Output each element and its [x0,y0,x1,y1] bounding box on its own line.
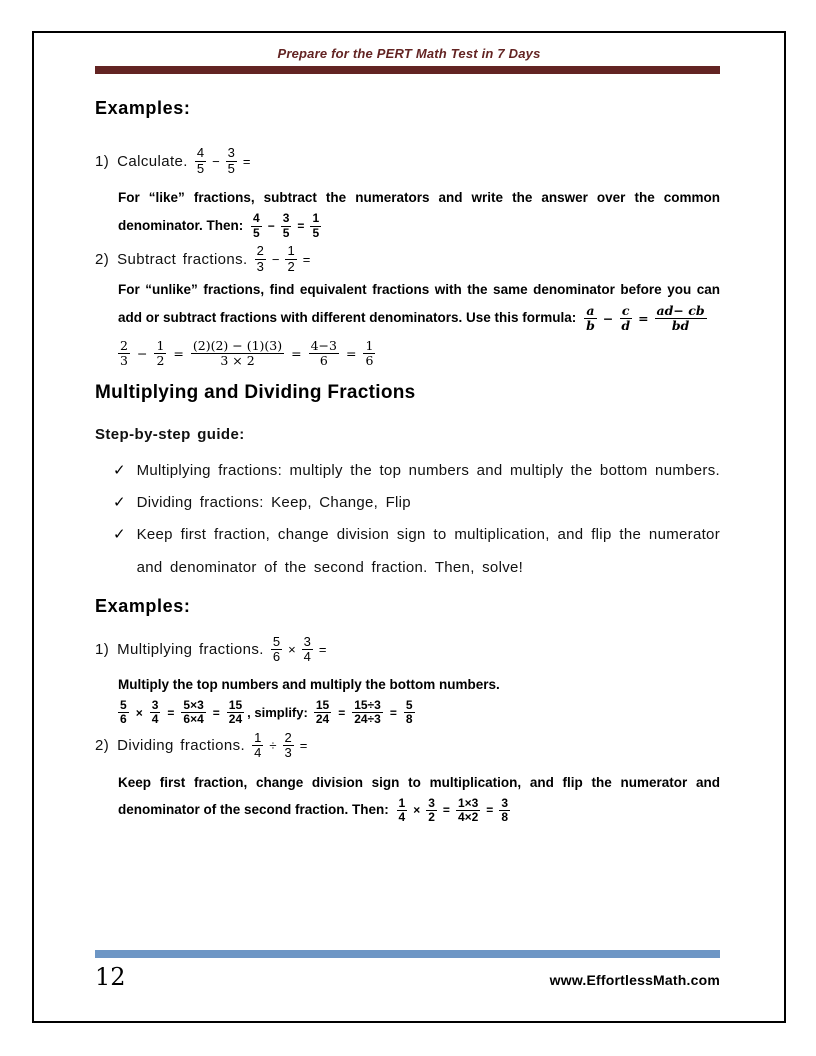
fraction-numerator: ad− cb [656,302,705,318]
fraction-numerator: 1 [398,795,406,810]
equation [271,635,328,665]
footer-rule [95,950,720,958]
fraction-numerator: 1×3 [457,795,479,810]
fraction-numerator: 2 [256,243,264,259]
example-item [95,635,720,665]
fraction-denominator: 4 [303,649,311,665]
example-label: Multiplying fractions. [117,641,264,659]
fraction-denominator: 3 [284,745,292,761]
fraction [227,699,244,727]
fraction [271,635,282,665]
fraction [150,699,161,727]
fraction-denominator: 5 [227,160,235,176]
fraction [191,339,284,368]
fraction [251,212,262,240]
fraction-denominator: 2 [156,352,165,368]
fraction-denominator: 24÷3 [354,712,381,727]
fraction [252,731,263,761]
fraction-numerator: 1 [254,729,262,745]
example-item [95,146,720,176]
fraction-numerator: 2 [284,729,292,745]
explanation-text: For “unlike” fractions, find equivalent fractions with the same denominator before you can add or subtract fractions with different denominators. Use this formula: [118,282,720,325]
fraction-denominator: 2 [428,810,435,825]
equals-sign: = [299,738,308,754]
explanation-text: For “like” fractions, subtract the numerators and write the answer over the common denominator. Then: [118,190,720,233]
fraction-denominator: 2 [287,258,295,274]
step-guide-list [113,455,720,584]
header-title: Prepare for the PERT Math Test in 7 Days [277,46,541,61]
page-footer [95,950,720,991]
checkmark-icon: ✓ [113,526,126,544]
list-item [113,519,720,584]
fraction-numerator: 1 [312,211,320,226]
checkmark-icon: ✓ [113,461,126,479]
fraction-numerator: (2)(2) − (1)(3) [192,337,283,353]
fraction-denominator: 5 [312,225,320,240]
fraction-denominator: 5 [253,225,260,240]
minus-operator: − [271,251,280,267]
header-rule [95,66,720,74]
fraction-numerator: 15 [228,697,243,712]
fraction-numerator: 15 [315,697,330,712]
fraction-numerator: 1 [156,337,165,353]
explanation-paragraph [118,184,720,240]
fraction-denominator: 3 × 2 [220,352,255,368]
fraction-numerator: a [586,302,595,318]
fraction-numerator: 3 [303,633,311,649]
equals-sign: = [173,345,184,361]
fraction-numerator: 3 [227,145,235,160]
fraction [456,797,480,825]
explanation-text: Multiply the top numbers and multiply the bottom numbers. [118,677,500,692]
fraction-denominator: 24 [315,712,330,727]
fraction [309,339,339,368]
minus-operator: − [602,310,614,326]
fraction-denominator: 3 [120,352,128,368]
section-heading: Multiplying and Dividing Fractions [95,381,416,403]
fraction-denominator: 8 [501,810,508,825]
fraction-numerator: 3 [151,697,159,712]
example-number: 1) [95,152,110,170]
solution-equation [118,339,720,368]
minus-operator: − [212,153,220,169]
equals-sign: = [442,803,450,818]
fraction-denominator: 6 [120,712,127,727]
equals-sign: = [318,642,327,658]
fraction-numerator: 5×3 [183,697,204,712]
formula-equation [584,304,707,333]
fraction [314,699,331,727]
fraction [584,304,597,333]
page-content [34,98,784,825]
fraction-denominator: b [586,317,595,333]
fraction-denominator: 6 [365,352,374,368]
fraction-denominator: 8 [405,712,413,727]
step-guide-heading: Step-by-step guide: [95,425,245,443]
fraction-numerator: 4−3 [310,337,337,353]
solution-equation [118,699,720,727]
minus-operator: − [136,345,148,361]
fraction-numerator: 1 [365,337,374,353]
page-number: 12 [95,963,126,991]
times-operator: × [135,705,143,720]
example-item [95,731,720,761]
example-number: 2) [95,737,110,755]
site-url[interactable]: www.EffortlessMath.com [549,972,720,988]
explanation-text: Keep first fraction, change division sign to multiplication, and flip the numerator and denominator of the second fraction. Then: [118,774,720,818]
fraction-denominator: 6×4 [183,712,204,727]
fraction [118,339,130,368]
fraction-numerator: 4 [253,211,260,226]
fraction [352,699,383,727]
fraction-denominator: 4 [151,712,159,727]
times-operator: × [288,642,296,658]
fraction [619,304,632,333]
fraction-numerator: c [621,302,630,318]
equals-sign: = [291,345,302,361]
fraction-numerator: 2 [120,337,128,353]
fraction-denominator: 5 [196,160,205,176]
equation [255,244,312,274]
fraction [499,797,510,825]
fraction [404,699,415,727]
fraction-numerator: 3 [501,795,508,810]
fraction-denominator: 24 [228,712,243,727]
list-item-text: Keep first fraction, change division sign to multiplication, and flip the numerator and denominator of the second fraction. Then, solve! [136,526,720,576]
fraction-numerator: 3 [282,211,290,226]
examples-heading-2: Examples: [95,595,191,616]
fraction-denominator: 4 [254,745,262,761]
fraction-numerator: 1 [287,243,295,259]
fraction [426,797,437,825]
fraction-denominator: 6 [272,649,281,665]
fraction-numerator: 4 [196,145,205,160]
list-item-text: Dividing fractions: Keep, Change, Flip [136,494,411,512]
fraction-denominator: 4×2 [457,810,479,825]
equals-sign: = [297,218,305,233]
fraction [302,635,313,665]
fraction [310,212,321,240]
example-number: 2) [95,250,110,268]
checkmark-icon: ✓ [113,494,126,512]
fraction-denominator: d [621,317,631,333]
fraction [285,244,296,274]
divide-operator: ÷ [269,738,277,754]
fraction [283,731,294,761]
fraction [281,212,292,240]
explanation-paragraph [118,769,720,825]
fraction-denominator: 4 [398,810,406,825]
equation [252,731,308,761]
fraction [195,146,206,176]
equation [195,146,252,176]
example-label: Calculate. [117,152,188,170]
fraction-denominator: 3 [256,258,264,274]
fraction-numerator: 15÷3 [354,697,381,712]
equals-sign: = [346,345,357,361]
example-item [95,244,720,274]
fraction [397,797,408,825]
fraction [118,699,129,727]
fraction [226,146,237,176]
example-number: 1) [95,641,110,659]
fraction-numerator: 5 [120,697,127,712]
equals-sign: = [242,153,251,169]
examples-heading-1: Examples: [95,98,191,118]
explanation-paragraph [118,671,720,699]
example-label: Dividing fractions. [117,737,246,755]
equals-sign: = [167,705,175,720]
fraction-denominator: bd [671,317,690,333]
fraction [181,699,205,727]
fraction-denominator: 5 [282,225,290,240]
fraction [255,244,266,274]
list-item-text: Multiplying fractions: multiply the top numbers and multiply the bottom numbers. [136,461,720,479]
times-operator: × [413,803,421,818]
equals-sign: = [638,310,649,326]
equals-sign: = [486,803,494,818]
fraction [655,304,707,333]
fraction-numerator: 3 [428,795,435,810]
fraction-numerator: 5 [405,697,413,712]
minus-operator: − [267,218,275,233]
list-item [113,455,720,487]
fraction [154,339,166,368]
equals-sign: = [338,705,346,720]
fraction [363,339,375,368]
example-label: Subtract fractions. [117,250,248,268]
page-border [32,31,786,1023]
equation [251,212,321,240]
list-item [113,487,720,519]
fraction-numerator: 5 [272,633,281,649]
equals-sign: = [212,705,220,720]
explanation-paragraph [118,276,720,333]
equation [397,797,510,825]
equals-sign: = [389,705,397,720]
fraction-denominator: 6 [319,352,328,368]
simplify-text: , simplify: [247,705,308,721]
equals-sign: = [302,251,311,267]
